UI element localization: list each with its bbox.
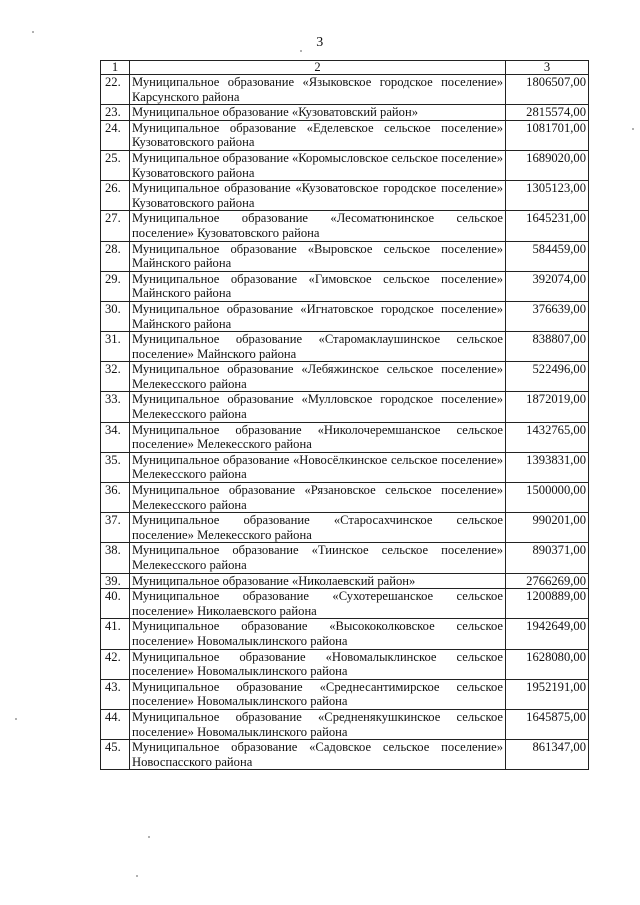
municipality-name-cell: Муниципальное образование «Сухотерешанское сельское поселение» Николаевского района <box>130 589 506 619</box>
table-row <box>101 75 589 105</box>
table-row <box>101 105 589 121</box>
row-number-cell: 45. <box>101 740 130 770</box>
municipality-name-cell: Муниципальное образование «Высококолковское сельское поселение» Новомалыклинского района <box>130 619 506 649</box>
municipality-name-cell: Муниципальное образование «Гимовское сельское поселение» Майнского района <box>130 271 506 301</box>
row-number-cell: 43. <box>101 679 130 709</box>
municipality-name-cell: Муниципальное образование «Среднесантимирское сельское поселение» Новомалыклинского района <box>130 679 506 709</box>
row-number-cell: 37. <box>101 513 130 543</box>
row-number-cell: 25. <box>101 150 130 180</box>
amount-cell: 1645875,00 <box>506 709 589 739</box>
amount-cell: 1500000,00 <box>506 483 589 513</box>
municipality-name-cell: Муниципальное образование «Выровское сельское поселение» Майнского района <box>130 241 506 271</box>
table-row <box>101 211 589 241</box>
table-row <box>101 241 589 271</box>
row-number-cell: 41. <box>101 619 130 649</box>
table-row <box>101 271 589 301</box>
row-number-cell: 42. <box>101 649 130 679</box>
amount-cell: 1806507,00 <box>506 75 589 105</box>
municipality-name-cell: Муниципальное образование «Средненякушкинское сельское поселение» Новомалыклинского района <box>130 709 506 739</box>
table-row <box>101 483 589 513</box>
table-row <box>101 301 589 331</box>
municipality-name-cell: Муниципальное образование «Языковское городское поселение» Карсунского района <box>130 75 506 105</box>
table-row <box>101 740 589 770</box>
amount-cell: 1942649,00 <box>506 619 589 649</box>
amount-cell: 1628080,00 <box>506 649 589 679</box>
municipality-name-cell: Муниципальное образование «Лесоматюнинское сельское поселение» Кузоватовского района <box>130 211 506 241</box>
row-number-cell: 34. <box>101 422 130 452</box>
row-number-cell: 44. <box>101 709 130 739</box>
amount-cell: 990201,00 <box>506 513 589 543</box>
allocation-table <box>100 60 589 770</box>
amount-cell: 2815574,00 <box>506 105 589 121</box>
table-row <box>101 619 589 649</box>
amount-cell: 2766269,00 <box>506 573 589 589</box>
table-row <box>101 120 589 150</box>
municipality-name-cell: Муниципальное образование «Рязановское сельское поселение» Мелекесского района <box>130 483 506 513</box>
municipality-name-cell: Муниципальное образование «Старомаклаушинское сельское поселение» Майнского района <box>130 332 506 362</box>
table-row <box>101 332 589 362</box>
amount-cell: 1952191,00 <box>506 679 589 709</box>
row-number-cell: 40. <box>101 589 130 619</box>
scan-speck <box>32 31 34 33</box>
amount-cell: 1081701,00 <box>506 120 589 150</box>
amount-cell: 838807,00 <box>506 332 589 362</box>
amount-cell: 1645231,00 <box>506 211 589 241</box>
municipality-name-cell: Муниципальное образование «Старосахчинское сельское поселение» Мелекесского района <box>130 513 506 543</box>
scan-speck <box>300 50 302 52</box>
amount-cell: 1432765,00 <box>506 422 589 452</box>
amount-cell: 1872019,00 <box>506 392 589 422</box>
row-number-cell: 31. <box>101 332 130 362</box>
municipality-name-cell: Муниципальное образование «Коромысловское сельское поселение» Кузоватовского района <box>130 150 506 180</box>
table-row <box>101 649 589 679</box>
row-number-cell: 23. <box>101 105 130 121</box>
municipality-name-cell: Муниципальное образование «Мулловское городское поселение» Мелекесского района <box>130 392 506 422</box>
row-number-cell: 36. <box>101 483 130 513</box>
municipality-name-cell: Муниципальное образование «Кузоватовский район» <box>130 105 506 121</box>
municipality-name-cell: Муниципальное образование «Садовское сельское поселение» Новоспасского района <box>130 740 506 770</box>
table-row <box>101 679 589 709</box>
amount-cell: 861347,00 <box>506 740 589 770</box>
row-number-cell: 38. <box>101 543 130 573</box>
municipality-name-cell: Муниципальное образование «Игнатовское городское поселение» Майнского района <box>130 301 506 331</box>
table-header-row <box>101 61 589 75</box>
row-number-cell: 33. <box>101 392 130 422</box>
table-row <box>101 362 589 392</box>
table-row <box>101 543 589 573</box>
amount-cell: 392074,00 <box>506 271 589 301</box>
row-number-cell: 29. <box>101 271 130 301</box>
header-cell-name: 2 <box>130 61 506 75</box>
amount-cell: 584459,00 <box>506 241 589 271</box>
table-row <box>101 392 589 422</box>
header-cell-amount: 3 <box>506 61 589 75</box>
header-cell-num: 1 <box>101 61 130 75</box>
table-row <box>101 589 589 619</box>
scan-speck <box>148 836 150 838</box>
municipality-name-cell: Муниципальное образование «Николаевский район» <box>130 573 506 589</box>
table-row <box>101 709 589 739</box>
row-number-cell: 28. <box>101 241 130 271</box>
row-number-cell: 35. <box>101 452 130 482</box>
municipality-name-cell: Муниципальное образование «Тиинское сельское поселение» Мелекесского района <box>130 543 506 573</box>
amount-cell: 1200889,00 <box>506 589 589 619</box>
row-number-cell: 24. <box>101 120 130 150</box>
municipality-name-cell: Муниципальное образование «Новомалыклинское сельское поселение» Новомалыклинского района <box>130 649 506 679</box>
row-number-cell: 39. <box>101 573 130 589</box>
table-row <box>101 422 589 452</box>
table-row <box>101 513 589 543</box>
municipality-name-cell: Муниципальное образование «Лебяжинское сельское поселение» Мелекесского района <box>130 362 506 392</box>
row-number-cell: 32. <box>101 362 130 392</box>
table-row <box>101 181 589 211</box>
amount-cell: 890371,00 <box>506 543 589 573</box>
scan-speck <box>632 128 634 130</box>
row-number-cell: 30. <box>101 301 130 331</box>
amount-cell: 1393831,00 <box>506 452 589 482</box>
scan-speck <box>136 875 138 877</box>
row-number-cell: 27. <box>101 211 130 241</box>
table-row <box>101 452 589 482</box>
table-row <box>101 573 589 589</box>
amount-cell: 376639,00 <box>506 301 589 331</box>
municipality-name-cell: Муниципальное образование «Кузоватовское городское поселение» Кузоватовского района <box>130 181 506 211</box>
amount-cell: 1305123,00 <box>506 181 589 211</box>
page-number: 3 <box>316 35 324 50</box>
row-number-cell: 22. <box>101 75 130 105</box>
table-row <box>101 150 589 180</box>
municipality-name-cell: Муниципальное образование «Новосёлкинское сельское поселение» Мелекесского района <box>130 452 506 482</box>
row-number-cell: 26. <box>101 181 130 211</box>
municipality-name-cell: Муниципальное образование «Еделевское сельское поселение» Кузоватовского района <box>130 120 506 150</box>
scan-speck <box>15 718 17 720</box>
municipality-name-cell: Муниципальное образование «Николочеремшанское сельское поселение» Мелекесского района <box>130 422 506 452</box>
amount-cell: 522496,00 <box>506 362 589 392</box>
amount-cell: 1689020,00 <box>506 150 589 180</box>
